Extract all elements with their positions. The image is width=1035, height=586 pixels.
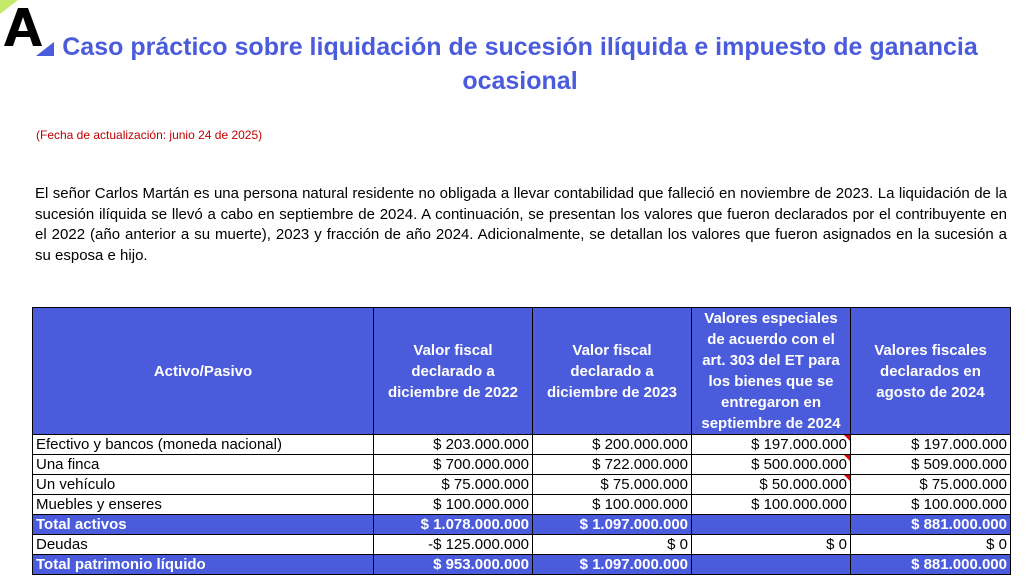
cell-value-2023: $ 100.000.000: [533, 495, 692, 515]
page-title: Caso práctico sobre liquidación de sucesión ilíquida e impuesto de ganancia ocasional: [62, 33, 978, 95]
cell-value-2023: $ 75.000.000: [533, 475, 692, 495]
cell-value-aug-2024: $ 100.000.000: [851, 495, 1011, 515]
cell-special-value: $ 197.000.000: [692, 435, 851, 455]
cell-value-2022: $ 700.000.000: [374, 455, 533, 475]
row-label: Una finca: [33, 455, 374, 475]
table-row-total-net-worth: [33, 555, 1011, 575]
cell-value-2022: $ 75.000.000: [374, 475, 533, 495]
table-row: [33, 535, 1011, 555]
update-date-note: (Fecha de actualización: junio 24 de 2025): [36, 128, 263, 142]
cell-value-aug-2024: $ 197.000.000: [851, 435, 1011, 455]
case-description: El señor Carlos Martán es una persona natural residente no obligada a llevar contabilidad que falleció en noviembre de 2023. La liquidación de la sucesión ilíquida se llevó a cabo en septiembre de 2024. A continuación, se presentan los valores que fueron declarados por el contribuyente en el 2022 (año anterior a su muerte), 2023 y fracción de año 2024. Adicionalmente, se detallan los valores que fueron asignados en la sucesión a su esposa e hijo.: [35, 185, 1007, 264]
cell-value-2023: $ 200.000.000: [533, 435, 692, 455]
table-row-total-assets: [33, 515, 1011, 535]
cell-value-2022: $ 100.000.000: [374, 495, 533, 515]
cell-value-aug-2024: $ 881.000.000: [851, 555, 1011, 575]
cell-value-aug-2024: $ 0: [851, 535, 1011, 555]
cell-value-2023: $ 0: [533, 535, 692, 555]
table-row: [33, 495, 1011, 515]
cell-value-aug-2024: $ 881.000.000: [851, 515, 1011, 535]
cell-value-2022: $ 953.000.000: [374, 555, 533, 575]
table-row: [33, 455, 1011, 475]
cell-special-value: $ 0: [692, 535, 851, 555]
cell-value-aug-2024: $ 509.000.000: [851, 455, 1011, 475]
cell-special-value: $ 100.000.000: [692, 495, 851, 515]
table-row: [33, 475, 1011, 495]
column-header-value-2023: Valor fiscal declarado a diciembre de 2023: [533, 308, 692, 435]
cell-value-2022: $ 203.000.000: [374, 435, 533, 455]
cell-value-2023: $ 722.000.000: [533, 455, 692, 475]
cell-special-value: $ 500.000.000: [692, 455, 851, 475]
row-label: Total activos: [33, 515, 374, 535]
column-header-value-aug-2024: Valores fiscales declarados en agosto de 2024: [851, 308, 1011, 435]
cell-special-value: $ 50.000.000: [692, 475, 851, 495]
column-header-asset-liability: Activo/Pasivo: [33, 308, 374, 435]
column-header-value-2022: Valor fiscal declarado a diciembre de 2022: [374, 308, 533, 435]
row-label: Total patrimonio líquido: [33, 555, 374, 575]
table-row: [33, 435, 1011, 455]
cell-value-2023: $ 1.097.000.000: [533, 515, 692, 535]
row-label: Efectivo y bancos (moneda nacional): [33, 435, 374, 455]
cell-value-2023: $ 1.097.000.000: [533, 555, 692, 575]
cell-value-aug-2024: $ 75.000.000: [851, 475, 1011, 495]
cell-special-value: [692, 515, 851, 535]
table-header-row: [33, 308, 1011, 435]
cell-special-value: [692, 555, 851, 575]
row-label: Muebles y enseres: [33, 495, 374, 515]
cell-value-2022: $ 1.078.000.000: [374, 515, 533, 535]
brand-logo-icon: [0, 0, 60, 60]
column-header-special-values: Valores especiales de acuerdo con el art. 303 del ET para los bienes que se entregaron en septiembre de 2024: [692, 308, 851, 435]
row-label: Deudas: [33, 535, 374, 555]
cell-value-2022: -$ 125.000.000: [374, 535, 533, 555]
assets-liabilities-table: [32, 307, 1011, 575]
row-label: Un vehículo: [33, 475, 374, 495]
